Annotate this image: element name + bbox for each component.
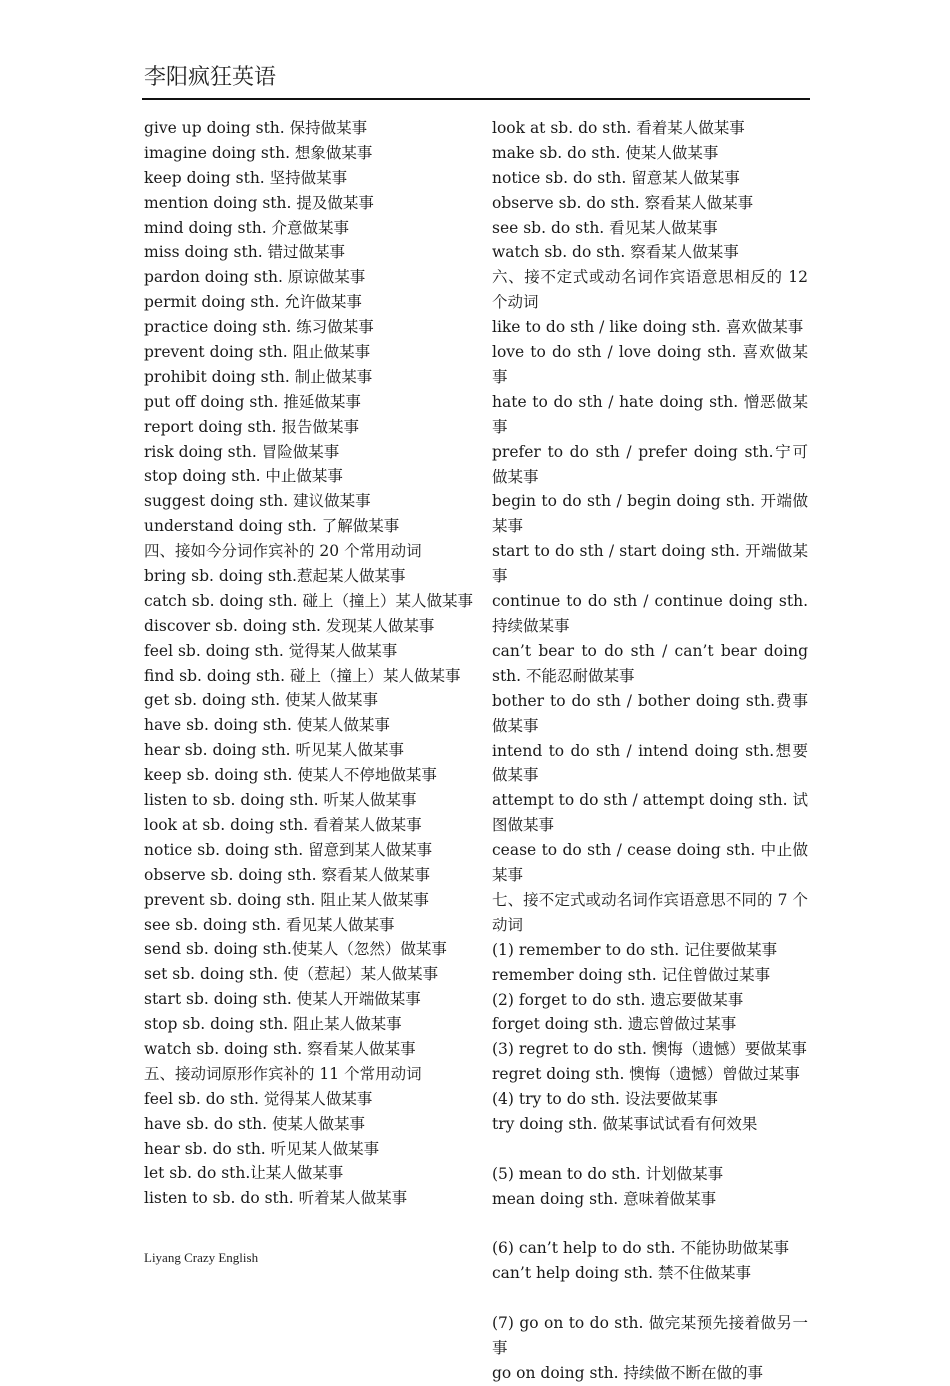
right-entry: love to do sth / love doing sth. 喜欢做某事 xyxy=(492,343,808,386)
left-entry: practice doing sth. 练习做某事 xyxy=(144,318,374,337)
left-entry: set sb. doing sth. 使（惹起）某人做某事 xyxy=(144,965,439,984)
left-entry: have sb. doing sth. 使某人做某事 xyxy=(144,716,390,735)
header-divider xyxy=(142,98,810,100)
right-entry: try doing sth. 做某事试试看有何效果 xyxy=(492,1115,758,1134)
left-entry: start sb. doing sth. 使某人开端做某事 xyxy=(144,990,421,1009)
right-entry: mean doing sth. 意味着做某事 xyxy=(492,1189,717,1208)
left-entry: feel sb. do sth. 觉得某人做某事 xyxy=(144,1089,373,1108)
left-entry: hear sb. do sth. 听见某人做某事 xyxy=(144,1139,380,1158)
left-entry: listen to sb. doing sth. 听某人做某事 xyxy=(144,791,417,810)
right-blank-line xyxy=(492,1212,808,1237)
right-entry: look at sb. do sth. 看着某人做某事 xyxy=(492,119,745,137)
right-entry: bother to do sth / bother doing sth.费事做某事 xyxy=(492,691,808,735)
right-blank-line xyxy=(492,1286,808,1311)
left-entry: notice sb. doing sth. 留意到某人做某事 xyxy=(144,840,433,859)
right-entry: start to do sth / start doing sth. 开端做某事 xyxy=(492,542,808,586)
right-entry: observe sb. do sth. 察看某人做某事 xyxy=(492,193,754,212)
right-entry: forget doing sth. 遗忘曾做过某事 xyxy=(492,1015,737,1034)
left-entry: stop sb. doing sth. 阻止某人做某事 xyxy=(144,1015,402,1034)
right-column xyxy=(492,116,808,1386)
right-entry: watch sb. do sth. 察看某人做某事 xyxy=(492,243,739,262)
right-entry: prefer to do sth / prefer doing sth.宁可做某事 xyxy=(492,442,808,486)
left-entry: hear sb. doing sth. 听见某人做某事 xyxy=(144,741,405,760)
right-entry: make sb. do sth. 使某人做某事 xyxy=(492,143,719,162)
left-entry: see sb. doing sth. 看见某人做某事 xyxy=(144,915,395,934)
left-entry: keep doing sth. 坚持做某事 xyxy=(144,168,348,187)
left-entry: catch sb. doing sth. 碰上（撞上）某人做某事 xyxy=(144,591,474,610)
right-entry: (6) can’t help to do sth. 不能协助做某事 xyxy=(492,1239,790,1258)
right-entry: cease to do sth / cease doing sth. 中止做某事 xyxy=(492,841,808,885)
left-entry: observe sb. doing sth. 察看某人做某事 xyxy=(144,865,430,884)
left-entry: bring sb. doing sth.惹起某人做某事 xyxy=(144,567,406,586)
left-entry: have sb. do sth. 使某人做某事 xyxy=(144,1114,366,1133)
left-entry: permit doing sth. 允许做某事 xyxy=(144,293,362,312)
left-entry: get sb. doing sth. 使某人做某事 xyxy=(144,691,379,710)
left-entry: report doing sth. 报告做某事 xyxy=(144,417,359,436)
right-entry: remember doing sth. 记住曾做过某事 xyxy=(492,965,771,984)
left-entry: find sb. doing sth. 碰上（撞上）某人做某事 xyxy=(144,666,461,685)
left-entry: watch sb. doing sth. 察看某人做某事 xyxy=(144,1039,416,1058)
page-footer-text: Liyang Crazy English xyxy=(144,1250,259,1265)
right-entry: can’t bear to do sth / can’t bear doing sth. 不能忍耐做某事 xyxy=(492,641,808,685)
right-entry: 七、接不定式或动名词作宾语意思不同的 7 个动词 xyxy=(492,890,808,934)
right-entry: notice sb. do sth. 留意某人做某事 xyxy=(492,168,740,187)
right-entry: (7) go on to do sth. 做完某预先接着做另一事 xyxy=(492,1314,808,1358)
left-entry: give up doing sth. 保持做某事 xyxy=(144,119,368,137)
page-header-title: 李阳疯狂英语 xyxy=(144,65,277,90)
right-entry: go on doing sth. 持续做不断在做的事 xyxy=(492,1363,763,1382)
right-entry: intend to do sth / intend doing sth.想要做某事 xyxy=(492,741,808,785)
right-entry: begin to do sth / begin doing sth. 开端做某事 xyxy=(492,492,808,536)
left-entry: suggest doing sth. 建议做某事 xyxy=(144,492,371,511)
right-entry: continue to do sth / continue doing sth. 持续做某事 xyxy=(492,592,808,636)
right-entry: attempt to do sth / attempt doing sth. 试图做某事 xyxy=(492,791,808,835)
right-entry: like to do sth / like doing sth. 喜欢做某事 xyxy=(492,318,804,337)
left-entry: understand doing sth. 了解做某事 xyxy=(144,517,400,536)
left-entry: look at sb. doing sth. 看着某人做某事 xyxy=(144,815,422,834)
right-entry: (5) mean to do sth. 计划做某事 xyxy=(492,1164,724,1183)
left-entry: send sb. doing sth.使某人（忽然）做某事 xyxy=(144,940,447,959)
left-entry: listen to sb. do sth. 听着某人做某事 xyxy=(144,1189,408,1208)
left-entry: pardon doing sth. 原谅做某事 xyxy=(144,268,366,287)
left-entry: let sb. do sth.让某人做某事 xyxy=(144,1164,344,1183)
left-entry: mind doing sth. 介意做某事 xyxy=(144,218,350,237)
right-entry: (1) remember to do sth. 记住要做某事 xyxy=(492,940,778,959)
left-entry: prohibit doing sth. 制止做某事 xyxy=(144,367,373,386)
right-blank-line xyxy=(492,1137,808,1162)
right-entry: (2) forget to do sth. 遗忘要做某事 xyxy=(492,990,744,1009)
left-entry: risk doing sth. 冒险做某事 xyxy=(144,442,340,461)
left-column xyxy=(144,116,474,1211)
left-entry: stop doing sth. 中止做某事 xyxy=(144,467,343,486)
right-entry: can’t help doing sth. 禁不住做某事 xyxy=(492,1264,752,1283)
left-entry: prevent doing sth. 阻止做某事 xyxy=(144,343,371,362)
right-entry: (3) regret to do sth. 懊悔（遗憾）要做某事 xyxy=(492,1040,807,1059)
left-entry: discover sb. doing sth. 发现某人做某事 xyxy=(144,616,435,635)
left-entry: feel sb. doing sth. 觉得某人做某事 xyxy=(144,641,398,660)
right-entry: see sb. do sth. 看见某人做某事 xyxy=(492,218,718,237)
left-entry: prevent sb. doing sth. 阻止某人做某事 xyxy=(144,890,429,909)
left-entry: 四、接如今分词作宾补的 20 个常用动词 xyxy=(144,542,422,561)
left-entry: keep sb. doing sth. 使某人不停地做某事 xyxy=(144,766,437,785)
left-entry: 五、接动词原形作宾补的 11 个常用动词 xyxy=(144,1064,422,1083)
right-entry: (4) try to do sth. 设法要做某事 xyxy=(492,1090,718,1109)
right-entry: regret doing sth. 懊悔（遗憾）曾做过某事 xyxy=(492,1065,800,1084)
left-entry: mention doing sth. 提及做某事 xyxy=(144,193,374,212)
left-entry: put off doing sth. 推延做某事 xyxy=(144,392,361,411)
right-entry: 六、接不定式或动名词作宾语意思相反的 12 个动词 xyxy=(492,268,808,312)
left-entry: miss doing sth. 错过做某事 xyxy=(144,243,346,262)
right-entry: hate to do sth / hate doing sth. 憎恶做某事 xyxy=(492,392,808,436)
left-entry: imagine doing sth. 想象做某事 xyxy=(144,143,373,162)
